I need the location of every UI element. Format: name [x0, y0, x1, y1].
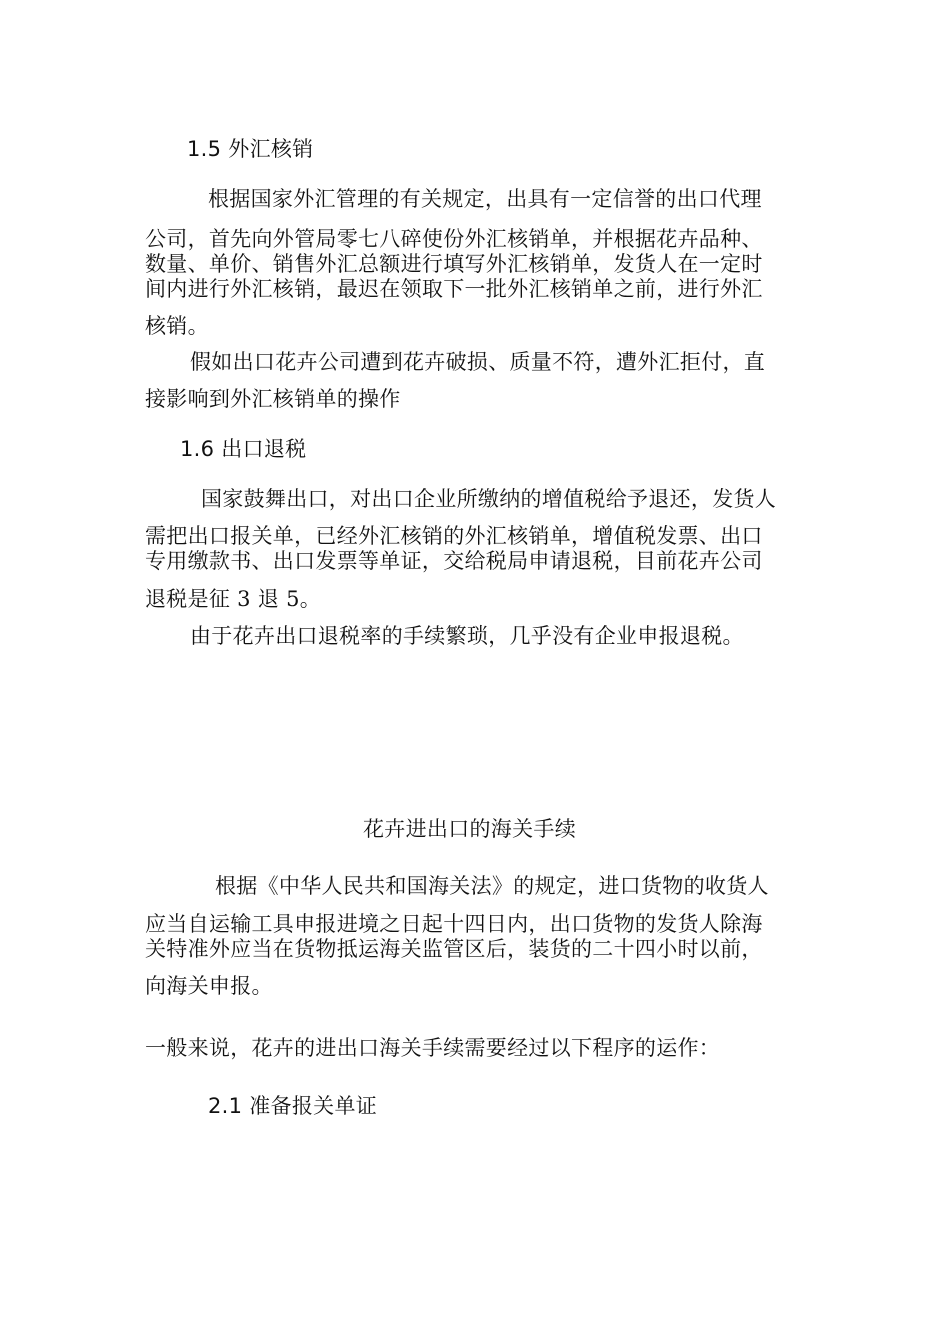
text-line: 一般来说，花卉的进出口海关手续需要经过以下程序的运作：	[145, 1036, 721, 1060]
section-heading-1-6: 1.6 出口退税	[180, 437, 307, 461]
section-heading-2-1: 2.1 准备报关单证	[208, 1094, 378, 1118]
text-line: 国家鼓舞出口，对出口企业所缴纳的增值税给予退还，发货人	[201, 487, 777, 511]
section-heading-1-5: 1.5 外汇核销	[187, 137, 314, 161]
text-line: 数量、单价、销售外汇总额进行填写外汇核销单，发货人在一定时	[145, 252, 763, 276]
text-line: 退税是征 3 退 5。	[145, 587, 322, 611]
text-line: 根据国家外汇管理的有关规定，出具有一定信誉的出口代理	[208, 187, 762, 211]
text-line: 公司，首先向外管局零七八碎使份外汇核销单，并根据花卉品种、	[145, 227, 763, 251]
text-line: 向海关申报。	[145, 974, 273, 998]
section-title: 花卉进出口的海关手续	[363, 817, 576, 841]
text-line: 专用缴款书、出口发票等单证，交给税局申请退税，目前花卉公司	[145, 549, 763, 573]
text-line: 核销。	[145, 314, 209, 338]
text-line: 关特准外应当在货物抵运海关监管区后，装货的二十四小时以前，	[145, 937, 763, 961]
text-line: 接影响到外汇核销单的操作	[145, 387, 401, 411]
text-line: 需把出口报关单，已经外汇核销的外汇核销单，增值税发票、出口	[145, 524, 763, 548]
text-line: 应当自运输工具申报进境之日起十四日内，出口货物的发货人除海	[145, 912, 763, 936]
text-line: 间内进行外汇核销，最迟在领取下一批外汇核销单之前，进行外汇	[145, 277, 763, 301]
text-line: 由于花卉出口退税率的手续繁琐，几乎没有企业申报退税。	[190, 624, 744, 648]
text-line: 根据《中华人民共和国海关法》的规定，进口货物的收货人	[215, 874, 769, 898]
text-line: 假如出口花卉公司遭到花卉破损、质量不符，遭外汇拒付，直	[190, 350, 766, 374]
